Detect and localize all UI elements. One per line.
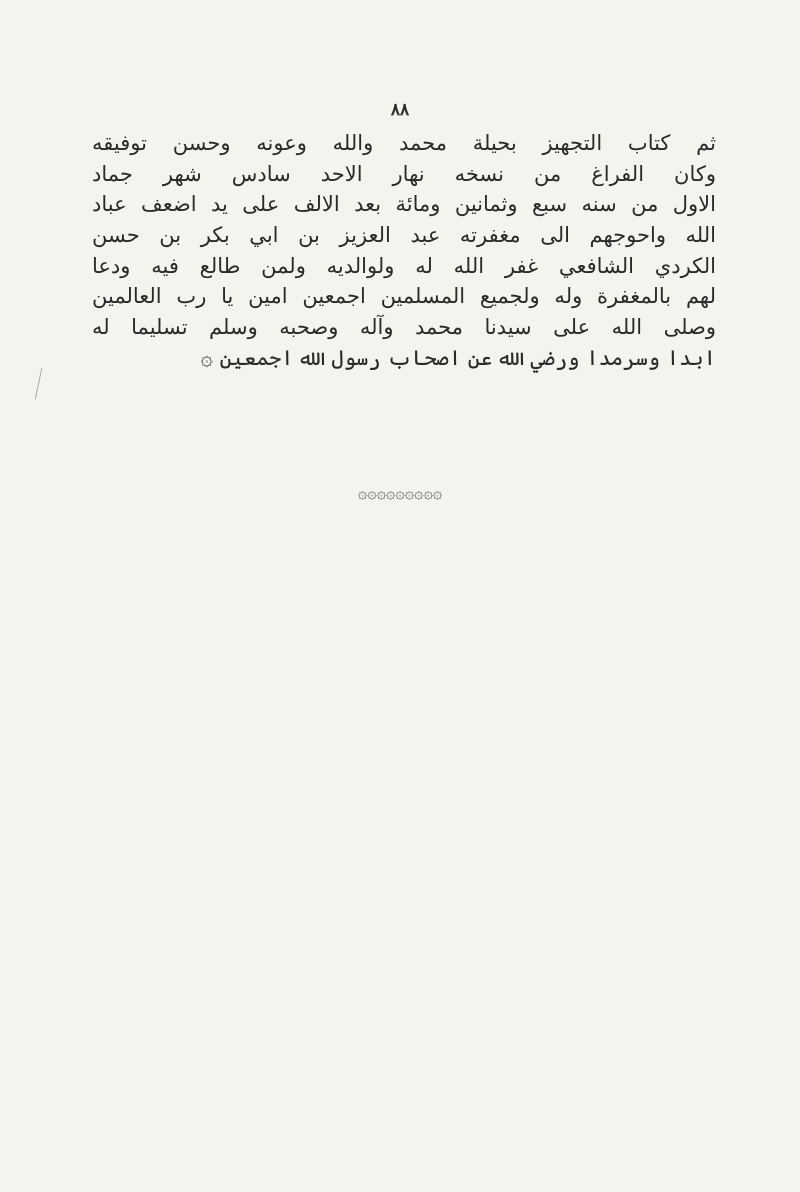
text-line: ابدا وسرمدا ورضي الله عن اصحاب رسول الله اجمعين ۞ (200, 345, 716, 370)
margin-stroke (35, 368, 47, 400)
colophon-text (92, 128, 716, 374)
text-line: لهم بالمغفرة وله ولجميع المسلمين اجمعين امين يا رب العالمين (92, 284, 716, 309)
ornament-row: ۞۞۞۞۞۞۞۞۞ (357, 483, 443, 502)
text-line: الله واحوجهم الى مغفرته عبد العزيز بن ابي بكر بن حسن (92, 223, 716, 248)
text-line: وكان الفراغ من نسخه نهار الاحد سادس شهر جماد (92, 161, 716, 186)
page-number: ٨٨ (390, 100, 410, 120)
text-line: وصلى الله على سيدنا محمد وآله وصحبه وسلم تسليما له (92, 315, 716, 340)
text-line: الاول من سنه سبع وثمانين ومائة بعد الالف على يد اضعف عباد (92, 192, 716, 217)
text-line: ثم كتاب التجهيز بحيلة محمد والله وعونه وحسن توفيقه (92, 131, 716, 155)
text-line: الكردي الشافعي غفر الله له ولوالديه ولمن طالع فيه ودعا (92, 253, 716, 278)
